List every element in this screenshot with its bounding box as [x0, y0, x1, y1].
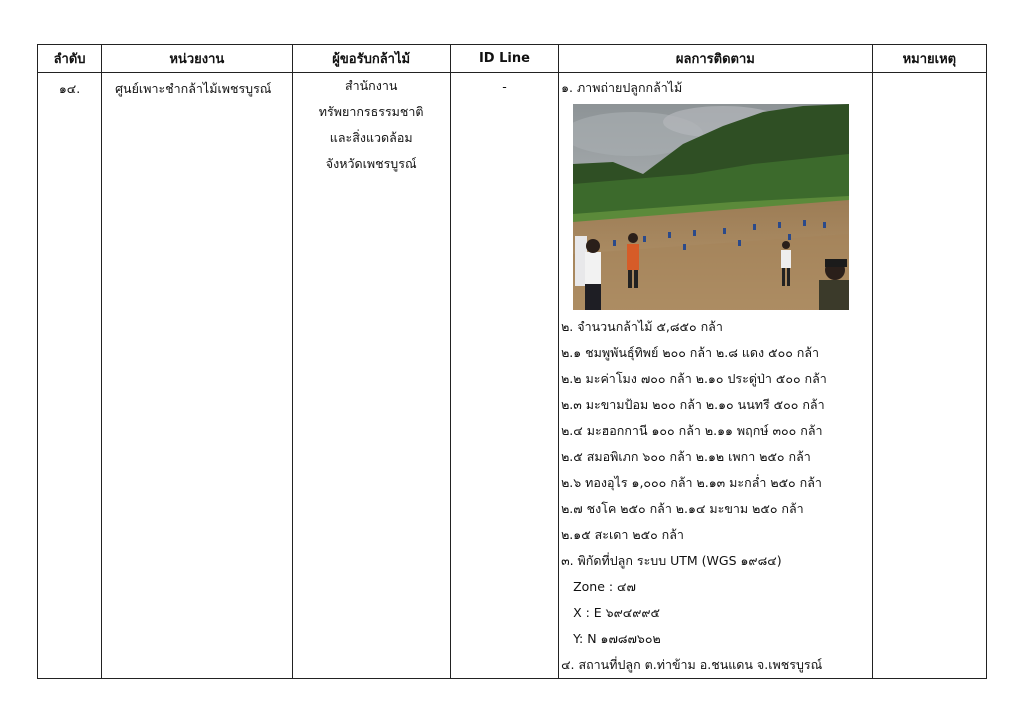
result-line: Y: N ๑๗๘๗๖๐๒ — [573, 631, 661, 646]
cell-remark — [872, 73, 986, 679]
row-number: ๑๔. — [58, 81, 81, 96]
result-line: ๒.๓ มะขามป้อม ๒๐๐ กล้า ๒.๑๐ นนทรี ๕๐๐ กล้า — [561, 397, 825, 412]
header-result: ผลการติดตาม — [559, 45, 873, 73]
result-line: ๒.๔ มะฮอกกานี ๑๐๐ กล้า ๒.๑๑ พฤกษ์ ๓๐๐ กล้า — [561, 423, 823, 438]
cell-id-line — [450, 73, 558, 679]
table-header-row — [38, 45, 987, 73]
result-line: ๒.๒ มะค่าโมง ๗๐๐ กล้า ๒.๑๐ ประดู่ป่า ๕๐๐ กล้า — [561, 371, 827, 386]
planting-photo-image — [573, 104, 849, 310]
id-line-value: - — [502, 79, 507, 94]
result-line: ๒.๖ ทองอุไร ๑,๐๐๐ กล้า ๒.๑๓ มะกล่ำ ๒๕๐ กล้า — [561, 475, 822, 490]
result-line: ๒.๑๕ สะเดา ๒๕๐ กล้า — [561, 527, 684, 542]
header-no: ลำดับ — [38, 45, 102, 73]
cell-agency — [102, 73, 292, 679]
header-id-line: ID Line — [450, 45, 558, 73]
planting-photo — [573, 104, 849, 310]
result-line: ๒.๕ สมอพิเภก ๖๐๐ กล้า ๒.๑๒ เพกา ๒๕๐ กล้า — [561, 449, 811, 464]
result-line: X : E ๖๙๔๙๙๕ — [573, 605, 660, 620]
agency-name: ศูนย์เพาะชำกล้าไม้เพชรบูรณ์ — [115, 81, 272, 96]
result-line: ๒.๑ ชมพูพันธุ์ทิพย์ ๒๐๐ กล้า ๒.๘ แดง ๕๐๐ กล้า — [561, 345, 820, 360]
header-requester: ผู้ขอรับกล้าไม้ — [292, 45, 450, 73]
result-line: ๓. พิกัดที่ปลูก ระบบ UTM (WGS ๑๙๘๔) — [561, 553, 782, 568]
follow-up-table — [37, 44, 987, 679]
cell-result — [559, 73, 873, 679]
table-row — [38, 73, 987, 679]
requester-line: และสิ่งแวดล้อม — [329, 130, 413, 145]
result-line: ๒.๗ ชงโค ๒๕๐ กล้า ๒.๑๔ มะขาม ๒๕๐ กล้า — [561, 501, 804, 516]
result-line: Zone : ๔๗ — [573, 579, 636, 594]
header-agency: หน่วยงาน — [102, 45, 292, 73]
photo-heading: ๑. ภาพถ่ายปลูกกล้าไม้ — [561, 80, 683, 95]
cell-requester — [292, 73, 450, 679]
cell-no — [38, 73, 102, 679]
requester-line: สำนักงาน — [344, 78, 398, 93]
result-line: ๒. จำนวนกล้าไม้ ๕,๘๕๐ กล้า — [561, 319, 723, 334]
header-remark: หมายเหตุ — [872, 45, 986, 73]
requester-line: ทรัพยากรธรรมชาติ — [318, 104, 424, 119]
result-line: ๔. สถานที่ปลูก ต.ท่าข้าม อ.ชนแดน จ.เพชรบูรณ์ — [561, 657, 823, 672]
requester-line: จังหวัดเพชรบูรณ์ — [325, 156, 417, 171]
